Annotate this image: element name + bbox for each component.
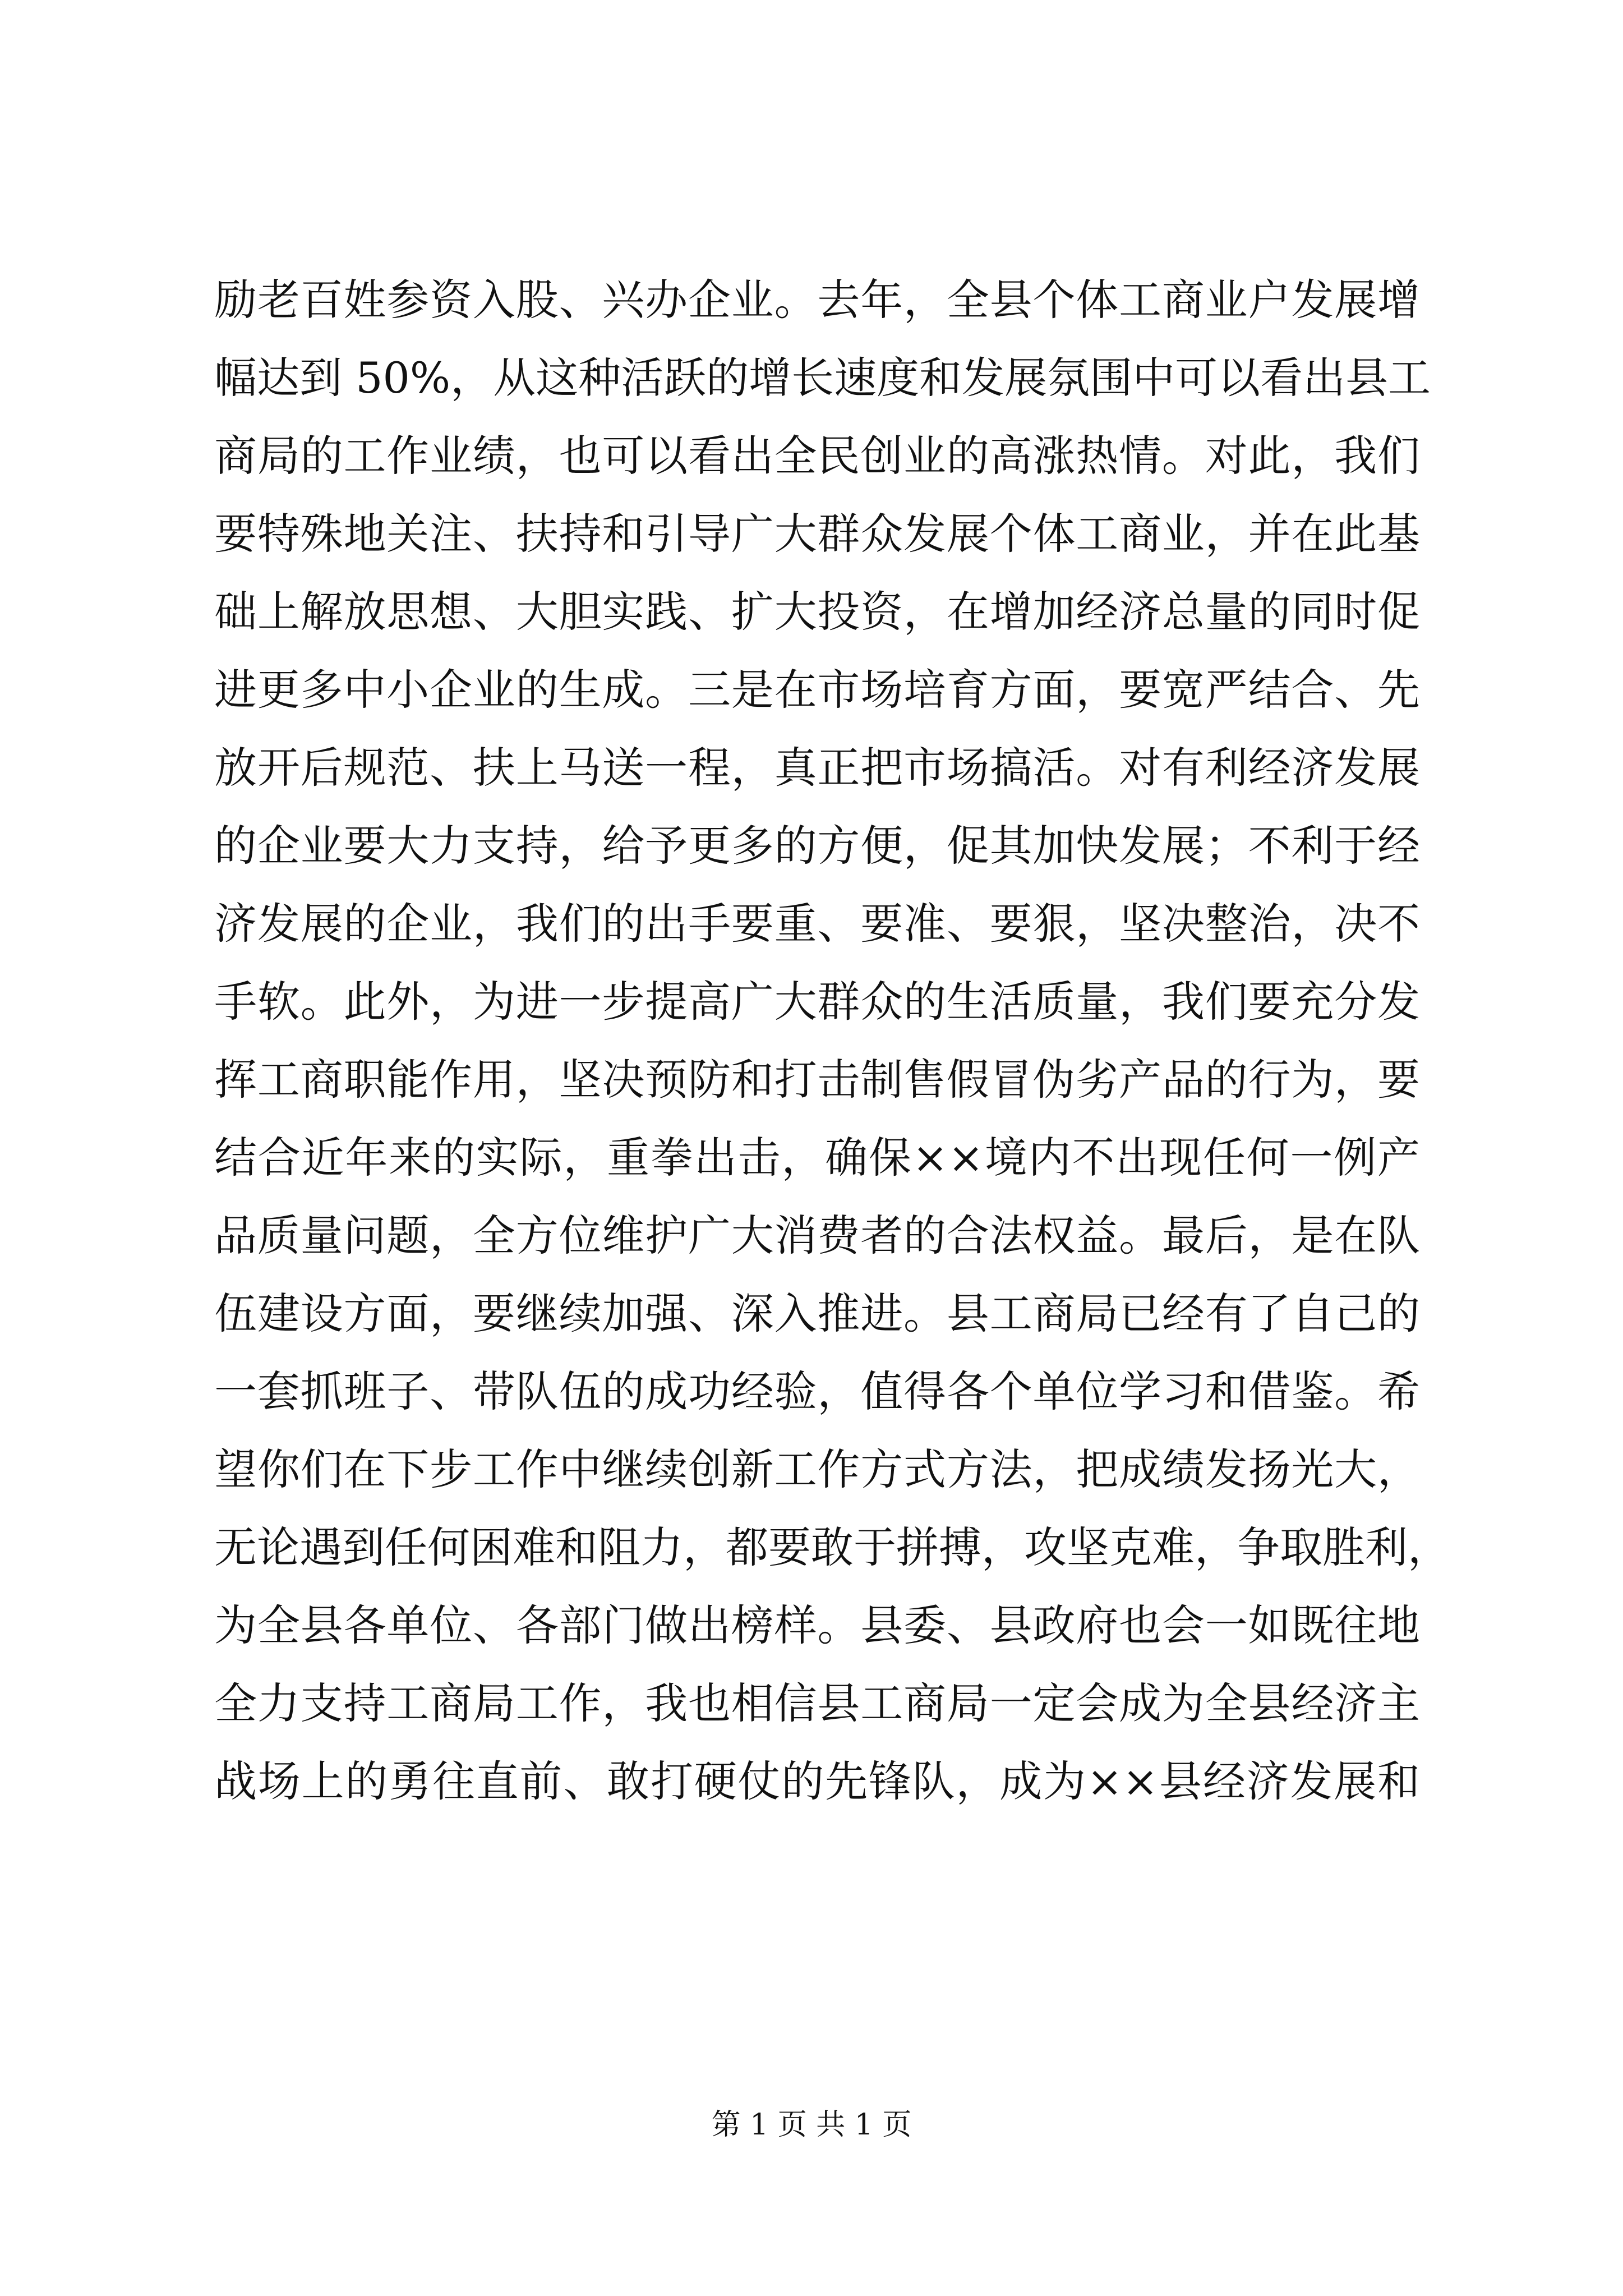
text-line: 商局的工作业绩，也可以看出全民创业的高涨热情。对此，我们 — [214, 431, 1420, 481]
text-line: 幅达到 50%，从这种活跃的增长速度和发展氛围中可以看出县工 — [214, 353, 1431, 403]
text-line: 的企业要大力支持，给予更多的方便，促其加快发展；不利于经 — [214, 821, 1420, 871]
text-line: 济发展的企业，我们的出手要重、要准、要狠，坚决整治，决不 — [214, 899, 1420, 949]
text-line: 放开后规范、扶上马送一程，真正把市场搞活。对有利经济发展 — [214, 743, 1420, 793]
text-line: 一套抓班子、带队伍的成功经验，值得各个单位学习和借鉴。希 — [214, 1366, 1420, 1416]
text-line: 要特殊地关注、扶持和引导广大群众发展个体工商业，并在此基 — [214, 509, 1420, 559]
text-line: 结合近年来的实际，重拳出击，确保××境内不出现任何一例产 — [214, 1133, 1420, 1182]
text-line: 础上解放思想、大胆实践、扩大投资，在增加经济总量的同时促 — [214, 587, 1420, 637]
body-text — [214, 261, 1450, 1820]
text-line: 品质量问题，全方位维护广大消费者的合法权益。最后，是在队 — [214, 1211, 1420, 1260]
text-line: 手软。此外，为进一步提高广大群众的生活质量，我们要充分发 — [214, 977, 1420, 1027]
page-number-footer: 第 1 页 共 1 页 — [711, 2108, 912, 2142]
text-line: 伍建设方面，要继续加强、深入推进。县工商局已经有了自己的 — [214, 1289, 1420, 1338]
text-line: 为全县各单位、各部门做出榜样。县委、县政府也会一如既往地 — [214, 1600, 1420, 1650]
text-line: 励老百姓参资入股、兴办企业。去年，全县个体工商业户发展增 — [214, 275, 1420, 325]
text-line: 战场上的勇往直前、敢打硬仗的先锋队，成为××县经济发展和 — [214, 1756, 1420, 1806]
text-line: 全力支持工商局工作，我也相信县工商局一定会成为全县经济主 — [214, 1678, 1420, 1728]
text-line: 进更多中小企业的生成。三是在市场培育方面，要宽严结合、先 — [214, 665, 1420, 715]
text-line: 望你们在下步工作中继续创新工作方式方法，把成绩发扬光大， — [214, 1444, 1420, 1494]
text-line: 无论遇到任何困难和阻力，都要敢于拼搏，攻坚克难，争取胜利， — [214, 1522, 1450, 1572]
text-line: 挥工商职能作用，坚决预防和打击制售假冒伪劣产品的行为，要 — [214, 1055, 1420, 1105]
